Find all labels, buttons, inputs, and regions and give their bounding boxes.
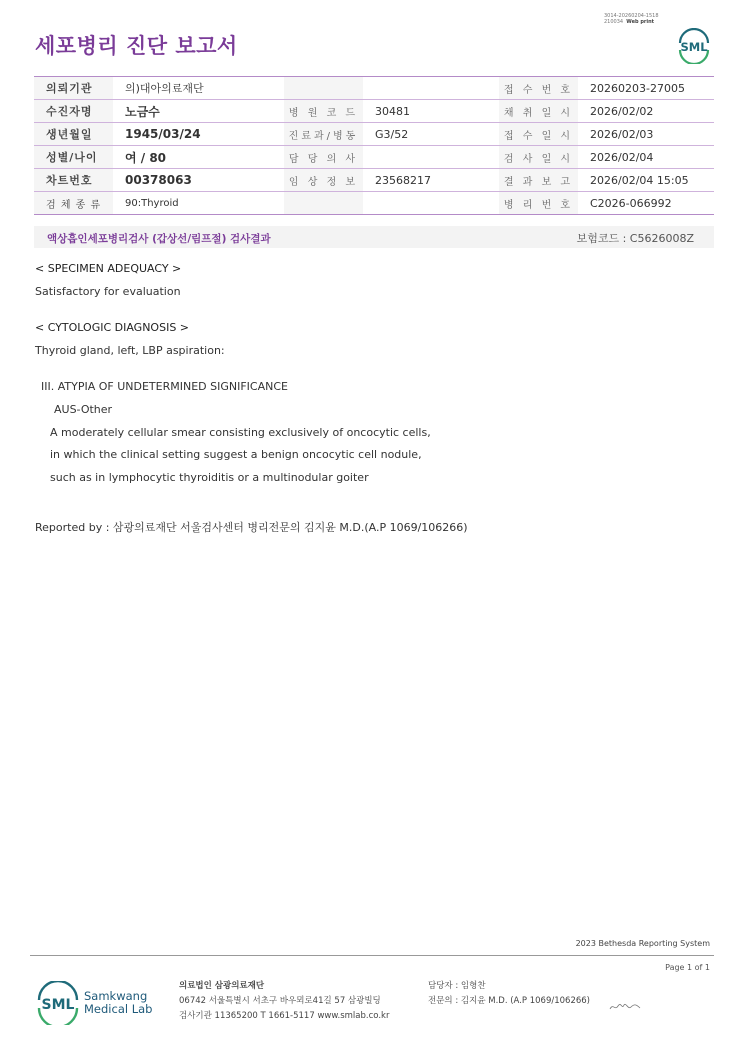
samkwang-logo-icon [36,981,80,1029]
page-number: Page 1 of 1 [665,963,710,972]
info-value-v2 [363,192,499,215]
info-label-l2 [284,77,363,100]
info-row [34,77,714,100]
diagnosis-site: Thyroid gland, left, LBP aspiration: [35,344,225,357]
info-value-v2 [363,77,499,100]
info-value-v1: 90:Thyroid [113,192,284,215]
info-row [34,169,714,192]
diagnosis-comment-line3: such as in lymphocytic thyroiditis or a multinodular goiter [50,471,369,484]
company-name [84,990,152,1016]
info-label-l1: 차트번호 [34,169,113,192]
patient-info-table [34,76,714,215]
org-name: 의료법인 삼광의료재단 [179,981,265,991]
diagnosis-comment-line2: in which the clinical setting suggest a benign oncocytic cell nodule, [50,448,422,461]
info-label-l2: 병 원 코 드 [284,100,363,123]
info-label-l3: 채 취 일 시 [499,100,578,123]
diagnosis-comment-line1: A moderately cellular smear consisting exclusively of oncocytic cells, [50,426,431,439]
staff-name: 임형찬 [460,981,486,991]
web-print-label: Web print [626,19,655,25]
info-value-v2: G3/52 [363,123,499,146]
info-value-v3: 20260203-27005 [578,77,714,100]
info-value-v3: 2026/02/02 [578,100,714,123]
info-label-l1: 성별/나이 [34,146,113,169]
info-label-l3: 검 사 일 시 [499,146,578,169]
print-code-line2: 210034 [604,19,624,25]
info-value-v3: 2026/02/04 15:05 [578,169,714,192]
info-label-l3: 병 리 번 호 [499,192,578,215]
test-name: 액상흡인세포병리검사 (갑상선/림프절) 검사결과 [47,233,271,245]
reporting-system: 2023 Bethesda Reporting System [575,939,710,948]
test-name-bar [34,226,714,248]
info-value-v1: 의)대아의료재단 [113,77,284,100]
info-value-v2: 30481 [363,100,499,123]
specialist-signature-icon [609,998,641,1017]
info-label-l1: 수진자명 [34,100,113,123]
info-label-l1: 생년월일 [34,123,113,146]
company-name-line2: Medical Lab [84,1002,153,1016]
reported-by: Reported by : 삼광의료재단 서울검사센터 병리전문의 김지윤 M.D.(A.P 1069/106266) [35,521,468,534]
print-code [604,13,659,25]
info-label-l2: 담 당 의 사 [284,146,363,169]
info-label-l1: 의뢰기관 [34,77,113,100]
info-label-l2 [284,192,363,215]
info-row [34,192,714,215]
specialist-name: 김지윤 M.D. (A.P 1069/106266) [460,996,590,1006]
footer-divider [30,955,714,956]
info-label-l2: 임 상 정 보 [284,169,363,192]
info-value-v1: 00378063 [113,169,284,192]
logo-text: SML [680,40,708,54]
print-code-line1: 3014-20260204-1518 [604,13,659,19]
info-value-v2: 23568217 [363,169,499,192]
info-value-v3: 2026/02/04 [578,146,714,169]
info-value-v3: 2026/02/03 [578,123,714,146]
info-value-v1: 여 / 80 [113,146,284,169]
info-label-l3: 접 수 일 시 [499,123,578,146]
staff-label: 담당자 : [428,981,459,991]
org-contact: 검사기관 11365200 T 1661-5117 www.smlab.co.kr [179,1011,390,1021]
info-label-l3: 결 과 보 고 [499,169,578,192]
info-value-v1: 노금수 [113,100,284,123]
insurance-code: 보험코드 : C5626008Z [576,232,694,245]
info-row [34,123,714,146]
staff-info [428,979,590,1009]
specialist-label: 전문의 : [428,996,459,1006]
adequacy-heading: < SPECIMEN ADEQUACY > [35,262,182,275]
info-label-l3: 접 수 번 호 [499,77,578,100]
info-row [34,146,714,169]
info-row [34,100,714,123]
org-info [179,979,389,1024]
report-title: 세포병리 진단 보고서 [35,34,238,58]
info-value-v3: C2026-066992 [578,192,714,215]
diagnosis-subcategory: AUS-Other [54,403,113,416]
diagnosis-heading: < CYTOLOGIC DIAGNOSIS > [35,321,190,334]
info-label-l1: 검 체 종 류 [34,192,113,215]
org-address: 06742 서울특별시 서초구 바우뫼로41길 57 삼광빌딩 [179,996,381,1006]
info-value-v2 [363,146,499,169]
diagnosis-category: III. ATYPIA OF UNDETERMINED SIGNIFICANCE [41,380,288,393]
adequacy-text: Satisfactory for evaluation [35,285,181,298]
info-value-v1: 1945/03/24 [113,123,284,146]
company-name-line1: Samkwang [84,989,148,1003]
sml-logo-icon [676,28,712,64]
info-label-l2: 진료과/병동 [284,123,363,146]
footer-logo-text: SML [41,997,75,1013]
